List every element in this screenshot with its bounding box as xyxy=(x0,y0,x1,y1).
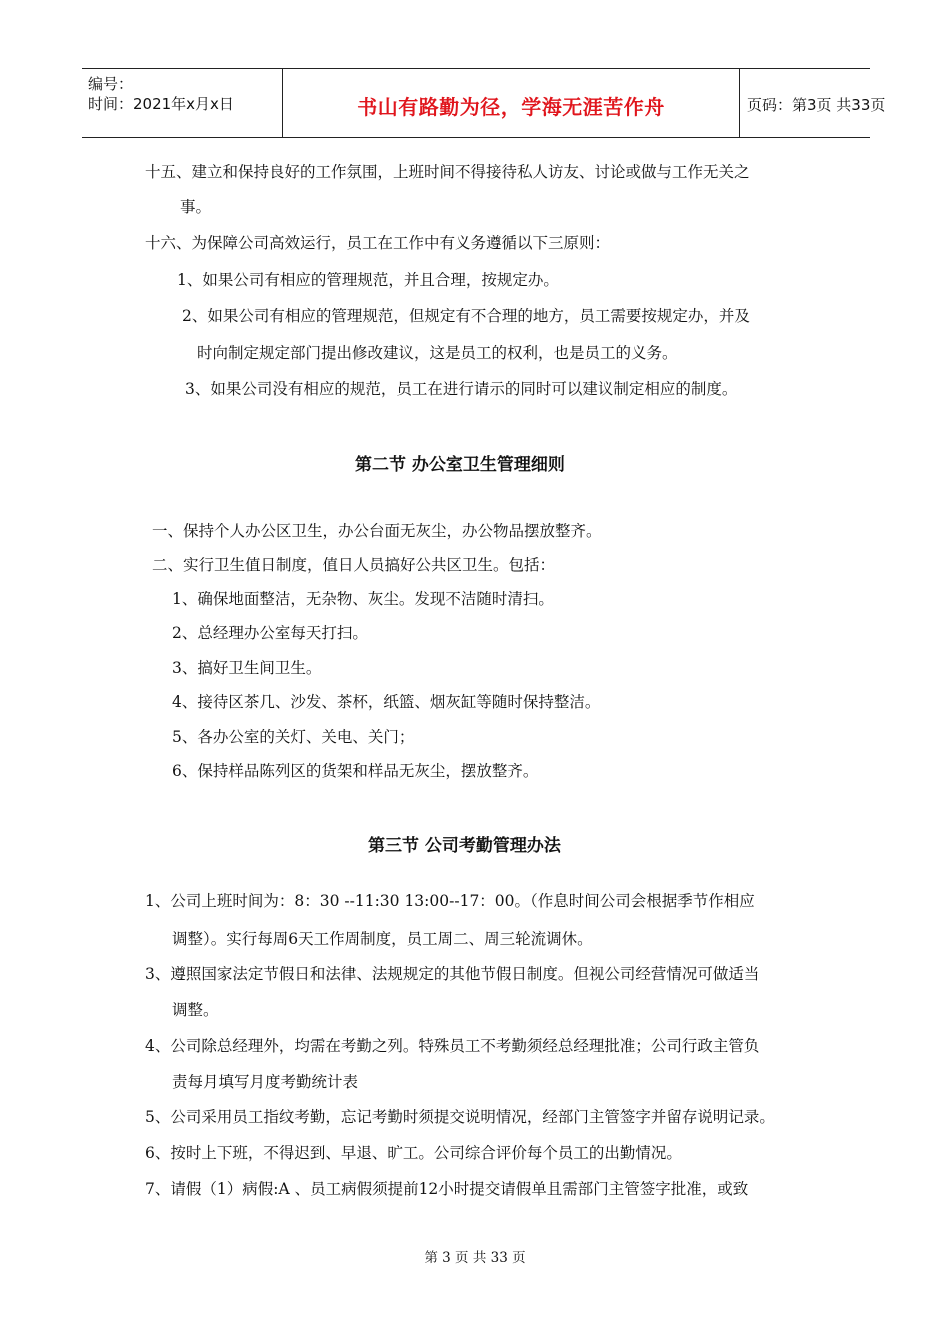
section-2-subitem-2: 2、总经理办公室每天打扫。 xyxy=(172,624,368,642)
principle-2-continued: 时向制定规定部门提出修改建议，这是员工的权利，也是员工的义务。 xyxy=(197,344,678,362)
section-2-subitem-4: 4、接待区茶几、沙发、茶杯，纸篮、烟灰缸等随时保持整洁。 xyxy=(172,693,601,711)
section-3-title: 第三节 公司考勤管理办法 xyxy=(368,836,561,856)
page-header xyxy=(82,68,886,138)
page-number-label: 页码：第3页 共33页 xyxy=(747,96,886,114)
section-2-subitem-6: 6、保持样品陈列区的货架和样品无灰尘，摆放整齐。 xyxy=(172,762,539,780)
section-2-item-1: 一、保持个人办公区卫生，办公台面无灰尘，办公物品摆放整齐。 xyxy=(152,522,602,540)
document-time-label: 时间：2021年x月x日 xyxy=(88,95,234,113)
section-3-item-3: 3、遵照国家法定节假日和法律、法规规定的其他节假日制度。但视公司经营情况可做适当 xyxy=(145,965,760,983)
section-2-subitem-5: 5、各办公室的关灯、关电、关门； xyxy=(172,728,415,746)
paragraph-15-continued: 事。 xyxy=(180,198,212,216)
page-footer: 第 3 页 共 33 页 xyxy=(424,1250,526,1266)
section-3-item-7: 7、请假（1）病假:A 、员工病假须提前12小时提交请假单且需部门主管签字批准，或致 xyxy=(145,1180,749,1198)
paragraph-15: 十五、建立和保持良好的工作氛围，上班时间不得接待私人访友、讨论或做与工作无关之 xyxy=(145,163,750,181)
principle-3: 3、如果公司没有相应的规范，员工在进行请示的同时可以建议制定相应的制度。 xyxy=(185,380,738,398)
section-3-item-6: 6、按时上下班，不得迟到、早退、旷工。公司综合评价每个员工的出勤情况。 xyxy=(145,1144,682,1162)
principle-1: 1、如果公司有相应的管理规范，并且合理，按规定办。 xyxy=(177,271,559,289)
section-3-item-5: 5、公司采用员工指纹考勤，忘记考勤时须提交说明情况，经部门主管签字并留存说明记录。 xyxy=(145,1108,775,1126)
header-motto: 书山有路勤为径，学海无涯苦作舟 xyxy=(357,95,665,119)
principle-2: 2、如果公司有相应的管理规范，但规定有不合理的地方，员工需要按规定办，并及 xyxy=(182,307,750,325)
document-number-label: 编号： xyxy=(88,75,134,93)
section-2-item-2: 二、实行卫生值日制度，值日人员搞好公共区卫生。包括： xyxy=(152,556,556,574)
header-center-cell xyxy=(282,69,740,137)
paragraph-16: 十六、为保障公司高效运行，员工在工作中有义务遵循以下三原则： xyxy=(145,234,611,252)
section-3-item-4: 4、公司除总经理外，均需在考勤之列。特殊员工不考勤须经总经理批准；公司行政主管负 xyxy=(145,1037,760,1055)
section-2-subitem-3: 3、搞好卫生间卫生。 xyxy=(172,659,322,677)
header-right-cell xyxy=(739,69,886,137)
section-2-title: 第二节 办公室卫生管理细则 xyxy=(355,455,565,475)
header-left-cell xyxy=(82,69,282,137)
section-3-item-1-continued: 调整）。实行每周6天工作周制度，员工周二、周三轮流调休。 xyxy=(172,930,593,948)
section-3-item-4-continued: 责每月填写月度考勤统计表 xyxy=(172,1073,359,1091)
section-2-subitem-1: 1、确保地面整洁，无杂物、灰尘。发现不洁随时清扫。 xyxy=(172,590,554,608)
section-3-item-1: 1、公司上班时间为：8：30 --11:30 13:00--17：00。（作息时间公司会根据季节作相应 xyxy=(145,892,755,910)
section-3-item-3-continued: 调整。 xyxy=(172,1001,219,1019)
